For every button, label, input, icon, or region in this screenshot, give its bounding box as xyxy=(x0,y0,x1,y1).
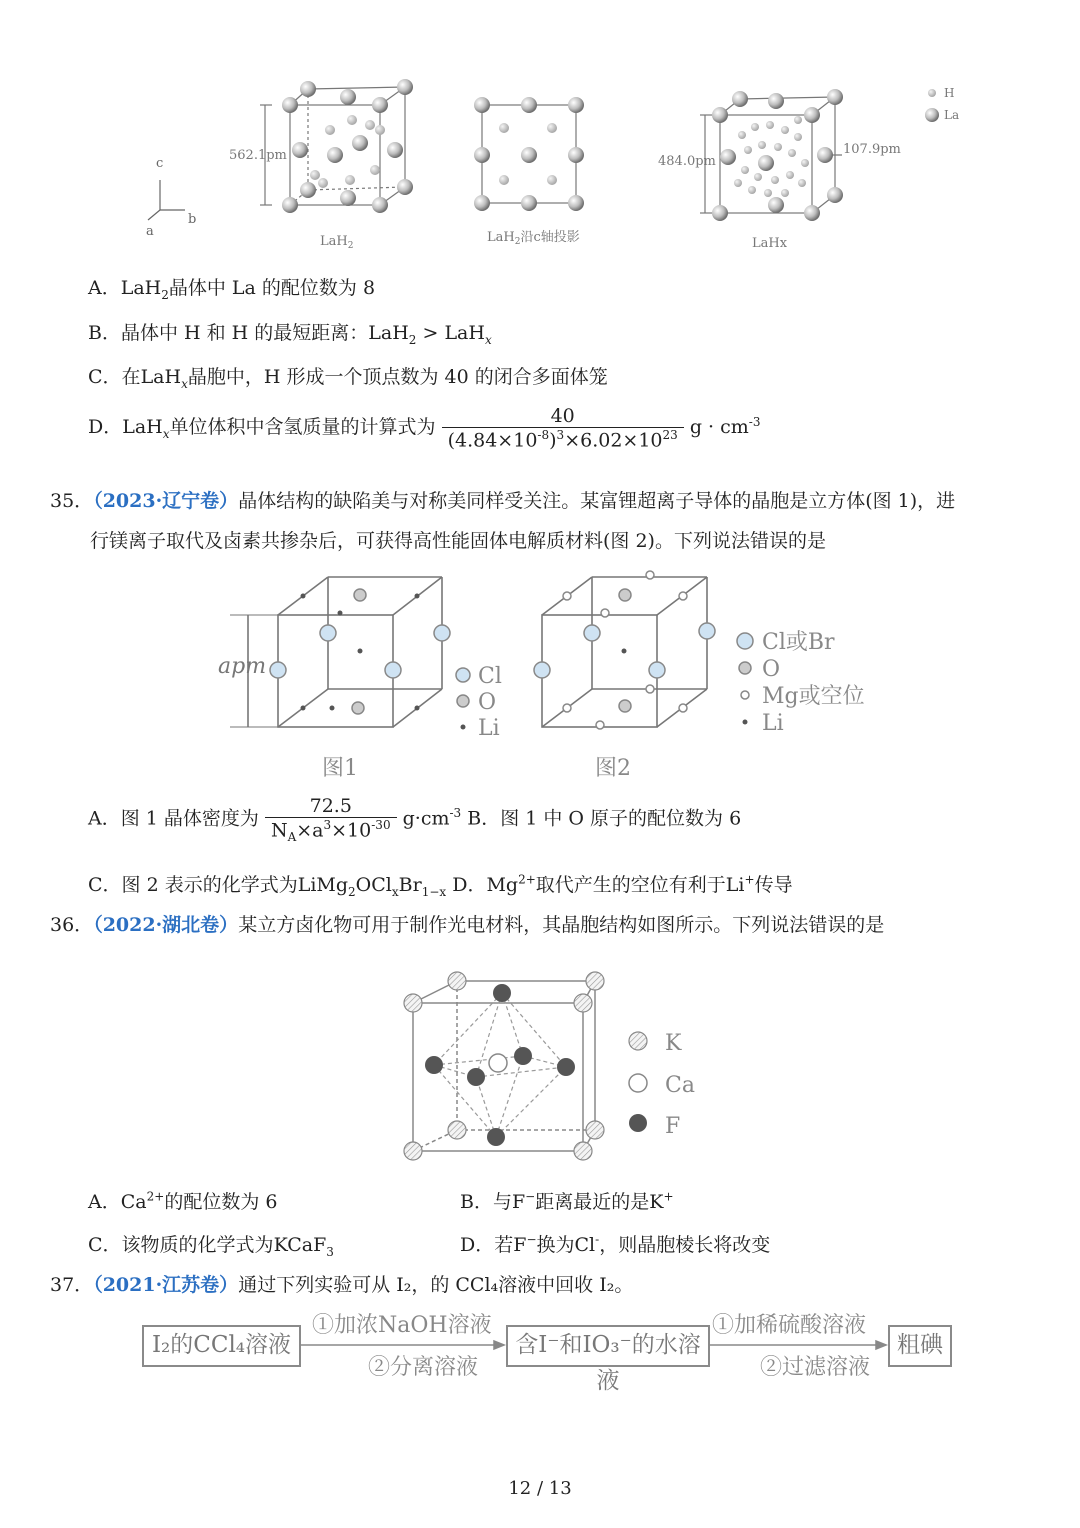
flow-box-end: 粗碘 xyxy=(888,1325,952,1367)
fig2-caption: 图2 xyxy=(595,756,631,781)
lah2-dimension: 562.1pm xyxy=(229,148,287,163)
q35-a-fraction: $\frac{72.5}{N_A\times a^3\times 10^{-30}}$ xyxy=(265,795,397,844)
legend-k: K xyxy=(665,1031,682,1056)
legend-ca: Ca xyxy=(665,1073,695,1098)
q36-option-d: D．若F−换为Cl-，则晶胞棱长将改变 xyxy=(460,1232,771,1256)
fig2-legend-o: O xyxy=(762,657,781,682)
lahx-atoms xyxy=(712,89,843,221)
flow-box-start: I₂的CCl₄溶液 xyxy=(142,1325,301,1367)
q36-option-b: B．与F−距离最近的是K+ xyxy=(460,1189,674,1213)
flow-arrows xyxy=(0,1330,1080,1360)
q37-stem: 37．（2021·江苏卷）通过下列实验可从 I₂，的 CCl₄溶液中回收 I₂。 xyxy=(50,1274,634,1296)
lahx-caption: LaHx xyxy=(752,236,788,251)
lahx-small-dimension: 107.9pm xyxy=(843,142,901,157)
q35-figures xyxy=(210,565,910,785)
lahx-dimension: 484.0pm xyxy=(658,154,716,169)
lah2-atoms xyxy=(282,79,413,213)
fig2-legend-mg: Mg或空位 xyxy=(762,684,865,709)
q36-figure xyxy=(390,965,720,1165)
axis-c-label: c xyxy=(156,156,164,171)
fig1-cell xyxy=(230,577,442,727)
fig1-legend-o: O xyxy=(478,690,497,715)
q35-stem: 35．（2023·辽宁卷）晶体结构的缺陷美与对称美同样受关注。某富锂超离子导体的晶胞是立方体(图 1)，进 行镁离子取代及卤素共掺杂后，可获得高性能固体电解质材料(图 2)。下列说法错误的是 xyxy=(50,490,956,552)
flow-step1-bottom: ②分离溶液 xyxy=(368,1355,479,1380)
q36-stem: 36．（2022·湖北卷）某立方卤化物可用于制作光电材料，其晶胞结构如图所示。下列说法错误的是 xyxy=(50,914,885,936)
fig2-atoms xyxy=(534,571,715,729)
fig1-atoms xyxy=(270,589,450,714)
axis-a-label: a xyxy=(146,224,154,239)
projection-caption: LaH$_2$沿c轴投影 xyxy=(487,230,580,247)
projection-atoms xyxy=(474,97,584,211)
q36-option-a: A．$Ca^{2+}$的配位数为 6 xyxy=(88,1189,278,1213)
fig1-legend-li: Li xyxy=(478,716,500,741)
legend-f: F xyxy=(665,1114,681,1139)
fig2-legend-li: Li xyxy=(762,711,784,736)
crystal-figures-lah xyxy=(130,75,990,260)
page-number: 12 / 13 xyxy=(508,1478,572,1499)
legend-la: La xyxy=(944,108,960,122)
fig1-dimension: apm xyxy=(218,654,267,679)
axis-b-label: b xyxy=(188,212,197,227)
legend-h: H xyxy=(944,86,955,100)
q34-option-a: A．LaH$_2$晶体中 La 的配位数为 8 xyxy=(88,277,376,302)
q34-option-b: B．晶体中 H 和 H 的最短距离：LaH$_2$ > LaH$_x$ xyxy=(88,322,492,347)
q36-option-c: C．该物质的化学式为KCaF$_3$ xyxy=(88,1234,334,1259)
ca-atom xyxy=(489,1054,507,1072)
flow-step2-top: ①加稀硫酸溶液 xyxy=(712,1313,867,1338)
flow-step2-bottom: ②过滤溶液 xyxy=(760,1355,871,1380)
q34-option-d: D．LaH$_x$单位体积中含氢质量的计算式为 $\frac{40}{(4.84\times 10^{-8})^3\times 6.02\times 10^{23}}$ $g \cdot cm^{-3}$ xyxy=(88,405,761,452)
fig1-legend-cl: Cl xyxy=(478,664,502,689)
fig1-caption: 图1 xyxy=(322,756,358,781)
q34-option-c: C．在LaH$_x$晶胞中，H 形成一个顶点数为 40 的闭合多面体笼 xyxy=(88,366,608,391)
flow-box-middle: 含I⁻和IO₃⁻的水溶液 xyxy=(506,1325,710,1367)
lah2-caption: LaH$_2$ xyxy=(320,234,354,251)
q35-option-c-d: C．图 2 表示的化学式为$LiMg_2OCl_xBr_{1-x}$ D．$Mg^{2+}$取代产生的空位有利于Li+传导 xyxy=(88,872,793,899)
fig2-legend-clbr: Cl或Br xyxy=(762,630,835,655)
flow-step1-top: ①加浓NaOH溶液 xyxy=(312,1313,492,1338)
q34-d-fraction: $\frac{40}{(4.84\times 10^{-8})^3\times 6.02\times 10^{23}}$ xyxy=(442,405,684,451)
axis-indicator xyxy=(148,180,185,220)
q35-option-a-b: A．图 1 晶体密度为 $\frac{72.5}{N_A\times a^3\times 10^{-30}}$ $g\cdot cm^{-3}$ B．图 1 中 O 原子的配位数为 6 xyxy=(88,795,742,845)
